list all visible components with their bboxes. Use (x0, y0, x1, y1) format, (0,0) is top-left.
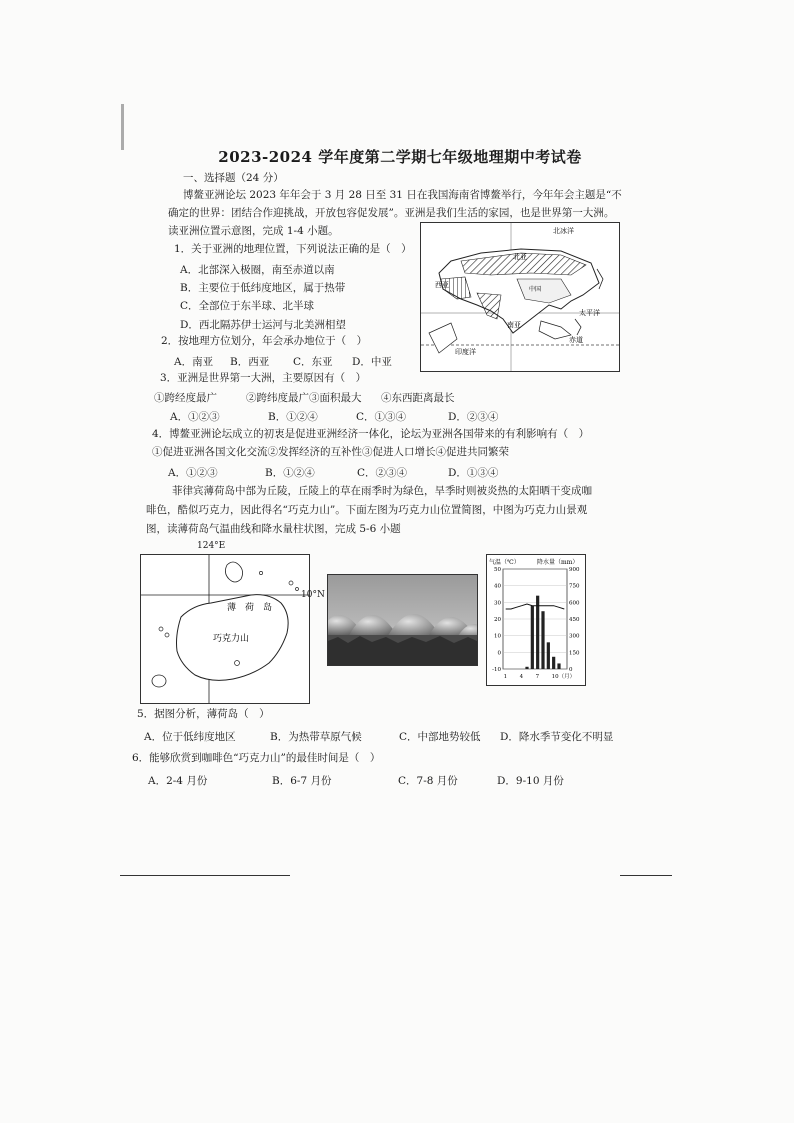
island-map-graphic (141, 555, 309, 703)
month-tick-label: 4 (519, 674, 524, 680)
temp-tick-label: 50 (494, 567, 501, 573)
month-tick-label: 1 (503, 674, 508, 680)
precip-tick-label: 0 (569, 667, 573, 673)
q3-option-d: D．②③④ (448, 411, 499, 423)
q1-option-b: B．主要位于低纬度地区，属于热带 (180, 282, 346, 294)
q5-option-a: A．位于低纬度地区 (144, 731, 236, 743)
q2-option-a: A．南亚 (174, 356, 214, 368)
q5-stem: 5．据图分析，薄荷岛（ ） (137, 708, 270, 720)
q3-option-c: C．①③④ (356, 411, 407, 423)
intro-line-1: 博鳌亚洲论坛 2023 年年会于 3 月 28 日至 31 日在我国海南省博鳌举行，今年年会主题是“不 (183, 189, 622, 201)
precip-bar-month-5 (525, 667, 528, 669)
chocolate-hills-photo (327, 574, 478, 666)
intro2-line-2: 啡色，酷似巧克力，因此得名“巧克力山”。下面左图为巧克力山位置简图，中图为巧克力山景观 (146, 504, 588, 516)
island-lat-label: 10°N (301, 590, 325, 600)
q4-option-b: B．①②④ (265, 467, 315, 479)
section-heading: 一、选择题（24 分） (183, 172, 284, 184)
map-label-south-asia: 南亚 (507, 321, 521, 329)
q4-option-c: C．②③④ (357, 467, 408, 479)
q3-fact-1: ①跨经度最广 (154, 392, 217, 404)
q5-option-d: D．降水季节变化不明显 (500, 731, 614, 743)
map-label-equator: 赤道 (569, 336, 583, 344)
month-tick-label: 10（月） (551, 674, 576, 680)
footer-rule-right (620, 875, 672, 876)
q6-option-c: C．7-8 月份 (398, 775, 458, 787)
temperature-curve (506, 604, 565, 609)
map-label-pacific: 太平洋 (579, 309, 600, 317)
q2-option-d: D．中亚 (352, 356, 392, 368)
island-label-bohol: 薄 荷 岛 (227, 603, 273, 613)
q2-option-c: C．东亚 (293, 356, 333, 368)
precip-bar-month-11 (557, 663, 560, 669)
precip-tick-label: 900 (569, 567, 580, 573)
climate-chart (486, 554, 586, 686)
intro2-line-3: 图，读薄荷岛气温曲线和降水量柱状图，完成 5-6 小题 (146, 523, 401, 535)
map-label-china: 中国 (529, 286, 542, 293)
chocolate-hills-illustration (328, 575, 477, 665)
precip-tick-label: 450 (569, 617, 580, 623)
q3-stem: 3．亚洲是世界第一大洲，主要原因有（ ） (160, 372, 367, 384)
precip-bar-month-6 (531, 606, 534, 669)
q1-option-d: D．西北隔苏伊士运河与北美洲相望 (180, 319, 346, 331)
precip-tick-label: 150 (569, 650, 580, 657)
q1-option-c: C．全部位于东半球、北半球 (180, 300, 315, 312)
precip-bar-month-10 (552, 657, 555, 669)
temp-tick-label: 0 (497, 650, 501, 657)
q4-stem: 4．博鳌亚洲论坛成立的初衷是促进亚洲经济一体化，论坛为亚洲各国带来的有利影响有（ ） (152, 428, 590, 440)
asia-map-graphic (421, 223, 619, 371)
temp-tick-label: 30 (494, 600, 501, 607)
precip-axis-label: 降水量（mm） (537, 559, 579, 566)
q3-fact-2: ②跨纬度最广③面积最大 (246, 392, 362, 404)
q3-fact-3: ④东西距离最长 (381, 392, 455, 404)
precip-tick-label: 600 (569, 600, 580, 607)
temp-tick-label: 40 (494, 583, 501, 590)
temp-tick-label: 20 (494, 617, 501, 623)
q4-option-d: D．①③④ (448, 467, 499, 479)
q6-stem: 6．能够欣赏到咖啡色“巧克力山”的最佳时间是（ ） (132, 752, 381, 764)
scan-edge-mark (121, 104, 124, 150)
map-label-west-asia: 西亚 (435, 281, 449, 289)
q1-option-a: A．北部深入极圈，南至赤道以南 (180, 264, 335, 276)
q5-option-b: B．为热带草原气候 (270, 731, 362, 743)
intro2-line-1: 菲律宾薄荷岛中部为丘陵，丘陵上的草在雨季时为绿色，旱季时则被炎热的太阳晒干变成咖 (172, 485, 592, 497)
temp-axis-label: 气温（℃） (489, 559, 520, 566)
temp-tick-label: 10 (494, 633, 501, 640)
precip-tick-label: 300 (569, 633, 580, 640)
map-label-north-asia: 北亚 (513, 253, 527, 261)
q6-option-d: D．9-10 月份 (497, 775, 564, 787)
island-lon-label: 124°E (197, 541, 226, 551)
intro-line-2: 确定的世界：团结合作迎挑战，开放包容促发展”。亚洲是我们生活的家园，也是世界第一大洲。 (168, 207, 615, 219)
precip-bar-month-8 (541, 611, 544, 669)
q1-stem: 1．关于亚洲的地理位置，下列说法正确的是（ ） (174, 243, 412, 255)
intro-line-3: 读亚洲位置示意图，完成 1-4 小题。 (168, 225, 339, 237)
q5-option-c: C．中部地势较低 (399, 731, 481, 743)
q4-option-a: A．①②③ (168, 467, 218, 479)
month-tick-label: 7 (535, 674, 540, 680)
map-label-arctic: 北冰洋 (553, 227, 574, 235)
q2-option-b: B．西亚 (230, 356, 270, 368)
map-label-indian-ocean: 印度洋 (455, 348, 476, 356)
precip-bar-month-7 (536, 596, 539, 669)
q6-option-b: B．6-7 月份 (272, 775, 332, 787)
q3-option-a: A．①②③ (170, 411, 220, 423)
asia-location-map (420, 222, 620, 372)
q2-stem: 2．按地理方位划分，年会承办地位于（ ） (161, 335, 368, 347)
precip-tick-label: 750 (569, 583, 580, 590)
footer-rule-left (120, 875, 290, 876)
q3-option-b: B．①②④ (268, 411, 318, 423)
q6-option-a: A．2-4 月份 (148, 775, 208, 787)
exam-title: 2023-2024 学年度第二学期七年级地理期中考试卷 (218, 148, 582, 166)
island-location-map (140, 554, 310, 704)
q4-facts: ①促进亚洲各国文化交流②发挥经济的互补性③促进人口增长④促进共同繁荣 (152, 446, 509, 458)
island-label-chocolate-hills: 巧克力山 (213, 634, 250, 644)
climate-chart-svg (487, 555, 585, 685)
precip-bar-month-9 (547, 642, 550, 669)
temp-tick-label: -10 (492, 667, 501, 673)
